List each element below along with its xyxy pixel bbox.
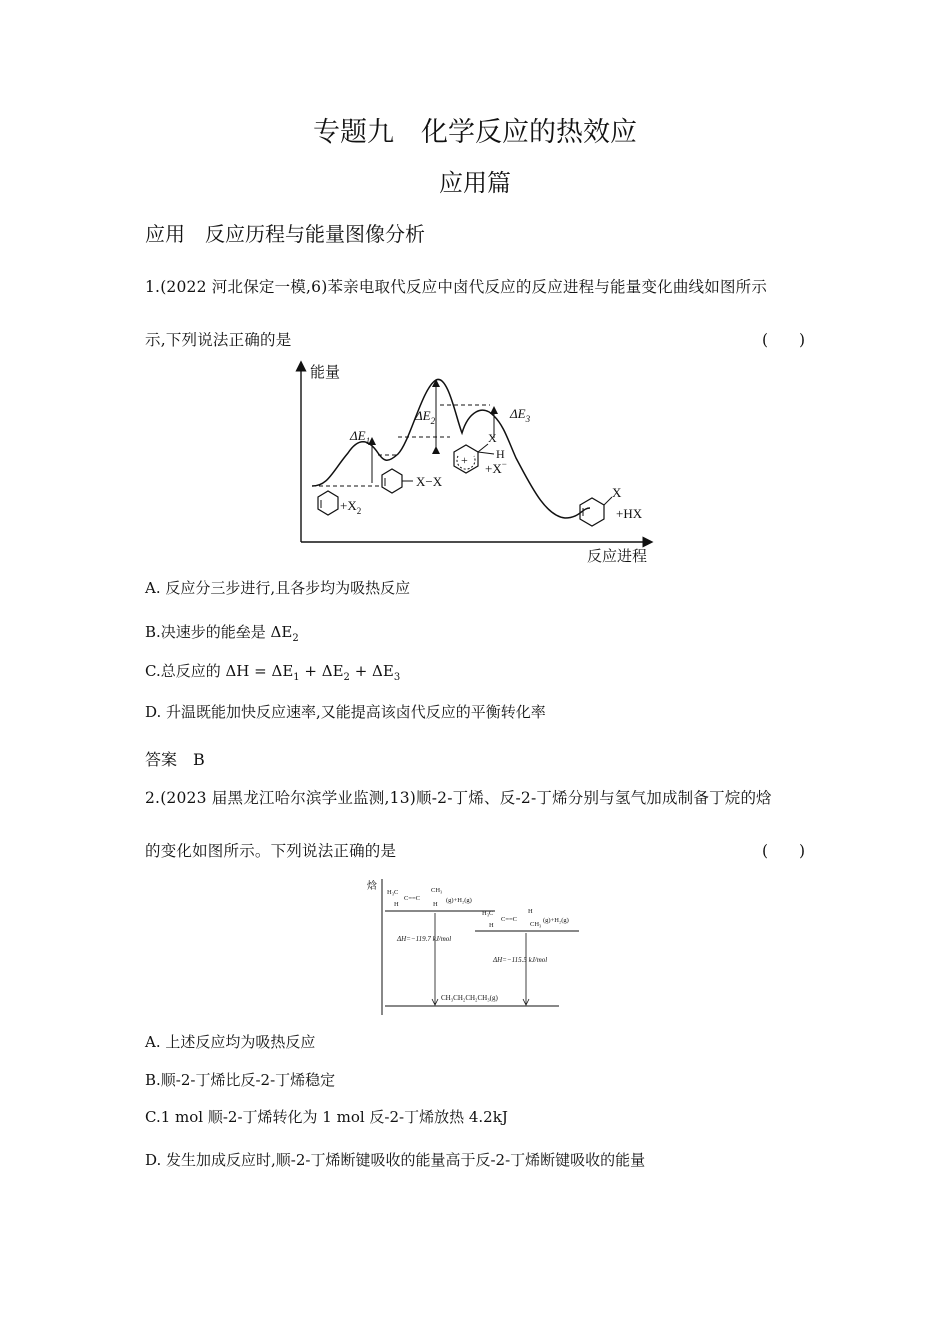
sigma-plus: + — [461, 453, 468, 467]
sigma-h-label: H — [496, 447, 505, 461]
dh1-label: ΔH=−119.7 kJ/mol — [397, 935, 452, 943]
enthalpy-diagram-figure — [365, 875, 590, 1020]
q2-answer-blank: ( ) — [762, 842, 806, 860]
sigma-x-label: X — [488, 431, 497, 445]
cis-cc: C==C — [404, 895, 421, 902]
q2-option-c: C.1 mol 顺-2-丁烯转化为 1 mol 反-2-丁烯放热 4.2kJ — [145, 1108, 508, 1126]
dE1-label: $\Delta E_1$ — [350, 428, 371, 446]
reactant-label: $+X_2$ — [340, 498, 362, 516]
q1-option-c-term3: + ΔE — [349, 662, 394, 680]
page-title: 专题九 化学反应的热效应 — [313, 117, 637, 148]
q1-option-b — [145, 621, 299, 644]
trans-h3c: H₃C — [482, 910, 494, 917]
q1-option-b-sub: 2 — [292, 633, 299, 644]
q2-option-d: D. 发生加成反应时,顺-2-丁烯断键吸收的能量高于反-2-丁烯断键吸收的能量 — [145, 1151, 646, 1169]
pi-complex-label: X−X — [416, 474, 443, 489]
cis-tail: (g)+H₂(g) — [446, 897, 472, 904]
cis-ch3: CH₃ — [431, 887, 443, 894]
trans-ch3: CH₃ — [530, 921, 542, 928]
trans-h1: H — [489, 922, 494, 929]
product-hx-label: +HX — [616, 506, 643, 521]
q1-option-c-term2: + ΔE — [299, 662, 344, 680]
q1-option-c-sub1: 1 — [293, 672, 300, 683]
q2-stem-line1: 2.(2023 届黑龙江哈尔滨学业监测,13)顺-2-丁烯、反-2-丁烯分别与氢气加成制备丁烷的焓 — [145, 789, 772, 807]
product-x-label: X — [612, 485, 622, 500]
q1-answer: 答案 B — [145, 750, 205, 769]
q1-option-d: D. 升温既能加快反应速率,又能提高该卤代反应的平衡转化率 — [145, 703, 546, 721]
q1-option-c-text: C.总反应的 ΔH = ΔE — [145, 662, 294, 680]
q1-stem-line2: 示,下列说法正确的是 — [145, 331, 292, 349]
q1-answer-blank: ( ) — [762, 331, 806, 349]
q1-option-c — [145, 660, 400, 683]
cis-h3c: H₃C — [387, 889, 399, 896]
q1-stem-line1: 1.(2022 河北保定一模,6)苯亲电取代反应中卤代反应的反应进程与能量变化曲线如图所示 — [145, 278, 768, 296]
x-axis-label: 反应进程 — [587, 549, 648, 565]
trans-tail: (g)+H₂(g) — [543, 917, 569, 924]
q2-stem-line2: 的变化如图所示。下列说法正确的是 — [145, 842, 397, 860]
butane-label: CH₃CH₂CH₂CH₃(g) — [441, 994, 498, 1002]
q1-option-a: A. 反应分三步进行,且各步均为吸热反应 — [145, 579, 411, 597]
q1-option-c-sub3: 3 — [393, 672, 401, 683]
sigma-xminus-label: +X− — [485, 459, 507, 476]
energy-profile-figure — [290, 358, 660, 568]
q1-option-b-text: B.决速步的能垒是 ΔE — [145, 623, 293, 641]
page-subtitle: 应用篇 — [439, 169, 511, 197]
q2-option-b: B.顺-2-丁烯比反-2-丁烯稳定 — [145, 1071, 336, 1089]
q1-option-c-sub2: 2 — [343, 672, 350, 683]
q2-option-a: A. 上述反应均为吸热反应 — [145, 1033, 316, 1051]
dh2-label: ΔH=−115.5 kJ/mol — [493, 956, 548, 964]
trans-cc: C==C — [501, 916, 518, 923]
y-axis-label: 能量 — [310, 365, 341, 381]
cis-h2: H — [433, 901, 438, 908]
trans-h2: H — [528, 908, 533, 915]
dE2-label: $\Delta E_2$ — [415, 408, 436, 426]
dE3-label: $\Delta E_3$ — [510, 406, 531, 424]
section-heading: 应用 反应历程与能量图像分析 — [145, 222, 425, 246]
cis-h1: H — [394, 901, 399, 908]
product-ring-icon — [580, 498, 604, 526]
enthalpy-axis-label: 焓 — [367, 881, 377, 892]
